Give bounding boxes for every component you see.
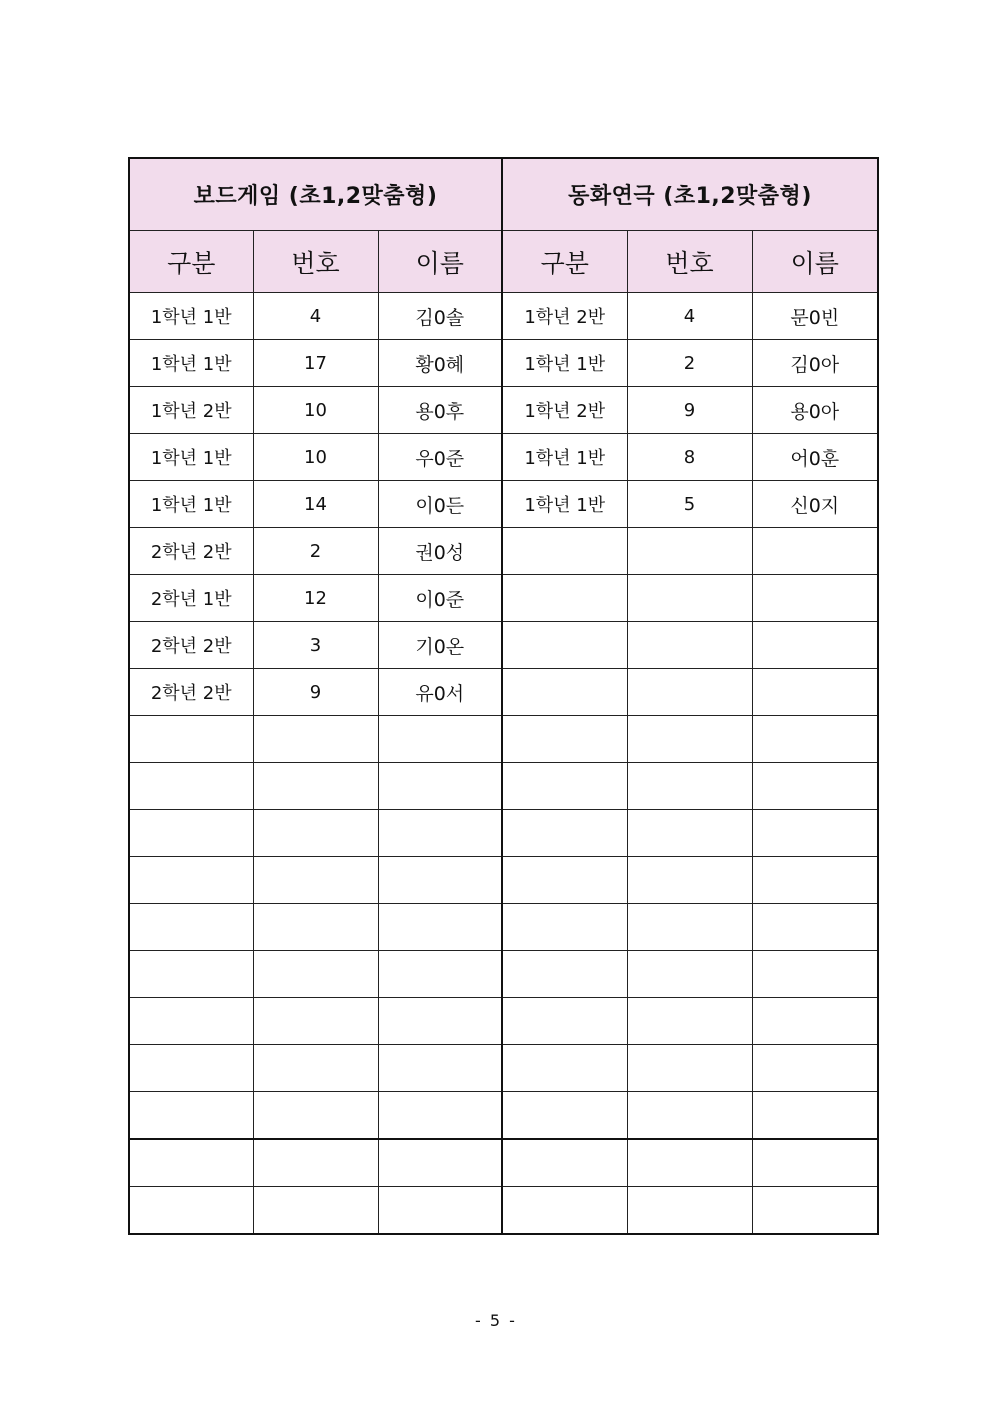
page-number: - 5 - <box>475 1311 517 1330</box>
cell-class: 1학년 1반 <box>502 340 627 387</box>
table-row <box>129 340 878 387</box>
cell-class <box>129 1092 253 1140</box>
cell-name <box>752 1092 878 1140</box>
table-row <box>129 669 878 716</box>
cell-class <box>502 857 627 904</box>
cell-class <box>502 528 627 575</box>
cell-number <box>627 716 752 763</box>
cell-name: 용0아 <box>752 387 878 434</box>
table-row <box>129 904 878 951</box>
cell-class: 1학년 1반 <box>129 293 253 340</box>
cell-name <box>752 951 878 998</box>
cell-number: 9 <box>627 387 752 434</box>
cell-number <box>253 951 378 998</box>
cell-class <box>502 622 627 669</box>
cell-name <box>752 622 878 669</box>
section-title-row <box>129 158 878 231</box>
cell-class <box>502 1187 627 1235</box>
cell-number: 5 <box>627 481 752 528</box>
cell-name: 김0아 <box>752 340 878 387</box>
cell-name <box>378 1045 502 1092</box>
cell-name: 어0훈 <box>752 434 878 481</box>
table-row <box>129 434 878 481</box>
cell-class: 1학년 2반 <box>502 293 627 340</box>
cell-number <box>627 1139 752 1187</box>
cell-number <box>627 528 752 575</box>
cell-name <box>378 904 502 951</box>
cell-class <box>502 1139 627 1187</box>
cell-name: 이0든 <box>378 481 502 528</box>
cell-class: 2학년 1반 <box>129 575 253 622</box>
cell-class <box>129 857 253 904</box>
table-row <box>129 998 878 1045</box>
cell-number: 12 <box>253 575 378 622</box>
cell-name <box>752 1139 878 1187</box>
column-header-row <box>129 231 878 293</box>
cell-number <box>253 1092 378 1140</box>
cell-number: 4 <box>253 293 378 340</box>
column-header-number: 번호 <box>253 231 378 293</box>
table-row <box>129 481 878 528</box>
cell-class <box>502 575 627 622</box>
cell-name <box>752 669 878 716</box>
cell-name: 유0서 <box>378 669 502 716</box>
cell-number <box>627 857 752 904</box>
cell-number <box>253 1187 378 1235</box>
cell-class: 1학년 2반 <box>129 387 253 434</box>
cell-class <box>129 904 253 951</box>
roster-table <box>128 157 879 1235</box>
cell-number: 10 <box>253 434 378 481</box>
cell-name: 황0혜 <box>378 340 502 387</box>
cell-number <box>627 575 752 622</box>
cell-number <box>627 810 752 857</box>
cell-class <box>502 810 627 857</box>
cell-name <box>378 998 502 1045</box>
cell-class: 1학년 1반 <box>129 340 253 387</box>
cell-class <box>129 810 253 857</box>
column-header-class: 구분 <box>502 231 627 293</box>
cell-name <box>752 857 878 904</box>
cell-name: 이0준 <box>378 575 502 622</box>
cell-name <box>378 1187 502 1235</box>
table-row <box>129 575 878 622</box>
cell-name: 용0후 <box>378 387 502 434</box>
cell-name <box>752 1187 878 1235</box>
cell-name: 신0지 <box>752 481 878 528</box>
cell-number: 2 <box>627 340 752 387</box>
cell-class: 1학년 1반 <box>502 434 627 481</box>
cell-number: 10 <box>253 387 378 434</box>
cell-number: 14 <box>253 481 378 528</box>
table-row <box>129 716 878 763</box>
cell-class: 2학년 2반 <box>129 528 253 575</box>
table-row <box>129 1092 878 1140</box>
cell-class <box>129 1139 253 1187</box>
cell-name <box>752 575 878 622</box>
table-row <box>129 387 878 434</box>
cell-class <box>129 1045 253 1092</box>
cell-number: 9 <box>253 669 378 716</box>
cell-number <box>627 1092 752 1140</box>
cell-name: 기0온 <box>378 622 502 669</box>
cell-name: 권0성 <box>378 528 502 575</box>
table-row <box>129 1187 878 1235</box>
cell-name: 문0빈 <box>752 293 878 340</box>
section-title-fairy-tale-play: 동화연극 (초1,2맞춤형) <box>502 158 878 231</box>
cell-class: 2학년 2반 <box>129 669 253 716</box>
cell-number <box>253 810 378 857</box>
cell-name <box>752 810 878 857</box>
cell-number: 8 <box>627 434 752 481</box>
cell-class: 1학년 2반 <box>502 387 627 434</box>
cell-class <box>502 998 627 1045</box>
cell-number <box>253 1139 378 1187</box>
table-row <box>129 951 878 998</box>
cell-name <box>378 810 502 857</box>
cell-name <box>752 528 878 575</box>
cell-name: 김0솔 <box>378 293 502 340</box>
column-header-name: 이름 <box>378 231 502 293</box>
cell-number <box>627 1045 752 1092</box>
cell-number <box>253 716 378 763</box>
cell-class <box>502 716 627 763</box>
table-row <box>129 857 878 904</box>
table-row <box>129 1139 878 1187</box>
cell-name <box>752 763 878 810</box>
cell-number <box>253 904 378 951</box>
cell-class <box>129 998 253 1045</box>
cell-number: 4 <box>627 293 752 340</box>
cell-number <box>253 763 378 810</box>
table-row <box>129 622 878 669</box>
cell-number <box>627 669 752 716</box>
cell-name <box>378 857 502 904</box>
cell-class: 1학년 1반 <box>129 434 253 481</box>
cell-name: 우0준 <box>378 434 502 481</box>
cell-number <box>627 622 752 669</box>
cell-name <box>378 763 502 810</box>
cell-name <box>378 716 502 763</box>
cell-number <box>253 1045 378 1092</box>
cell-name <box>378 1092 502 1140</box>
cell-class <box>129 763 253 810</box>
cell-class <box>502 763 627 810</box>
cell-class <box>502 669 627 716</box>
cell-number <box>627 951 752 998</box>
cell-number: 17 <box>253 340 378 387</box>
cell-name <box>752 716 878 763</box>
cell-number <box>627 1187 752 1235</box>
cell-number <box>627 763 752 810</box>
cell-number: 2 <box>253 528 378 575</box>
cell-number <box>627 904 752 951</box>
cell-name <box>378 1139 502 1187</box>
cell-class <box>502 1092 627 1140</box>
cell-class <box>129 951 253 998</box>
cell-class <box>502 951 627 998</box>
cell-class: 2학년 2반 <box>129 622 253 669</box>
cell-class: 1학년 1반 <box>129 481 253 528</box>
cell-name <box>752 1045 878 1092</box>
table-row <box>129 293 878 340</box>
table-row <box>129 528 878 575</box>
table-row <box>129 1045 878 1092</box>
cell-number: 3 <box>253 622 378 669</box>
table-row <box>129 810 878 857</box>
cell-class <box>502 904 627 951</box>
column-header-class: 구분 <box>129 231 253 293</box>
table-row <box>129 763 878 810</box>
section-title-board-game: 보드게임 (초1,2맞춤형) <box>129 158 502 231</box>
column-header-number: 번호 <box>627 231 752 293</box>
cell-name <box>752 998 878 1045</box>
cell-name <box>378 951 502 998</box>
cell-class <box>129 716 253 763</box>
cell-number <box>627 998 752 1045</box>
cell-class <box>502 1045 627 1092</box>
cell-class: 1학년 1반 <box>502 481 627 528</box>
column-header-name: 이름 <box>752 231 878 293</box>
cell-number <box>253 857 378 904</box>
cell-name <box>752 904 878 951</box>
cell-class <box>129 1187 253 1235</box>
cell-number <box>253 998 378 1045</box>
